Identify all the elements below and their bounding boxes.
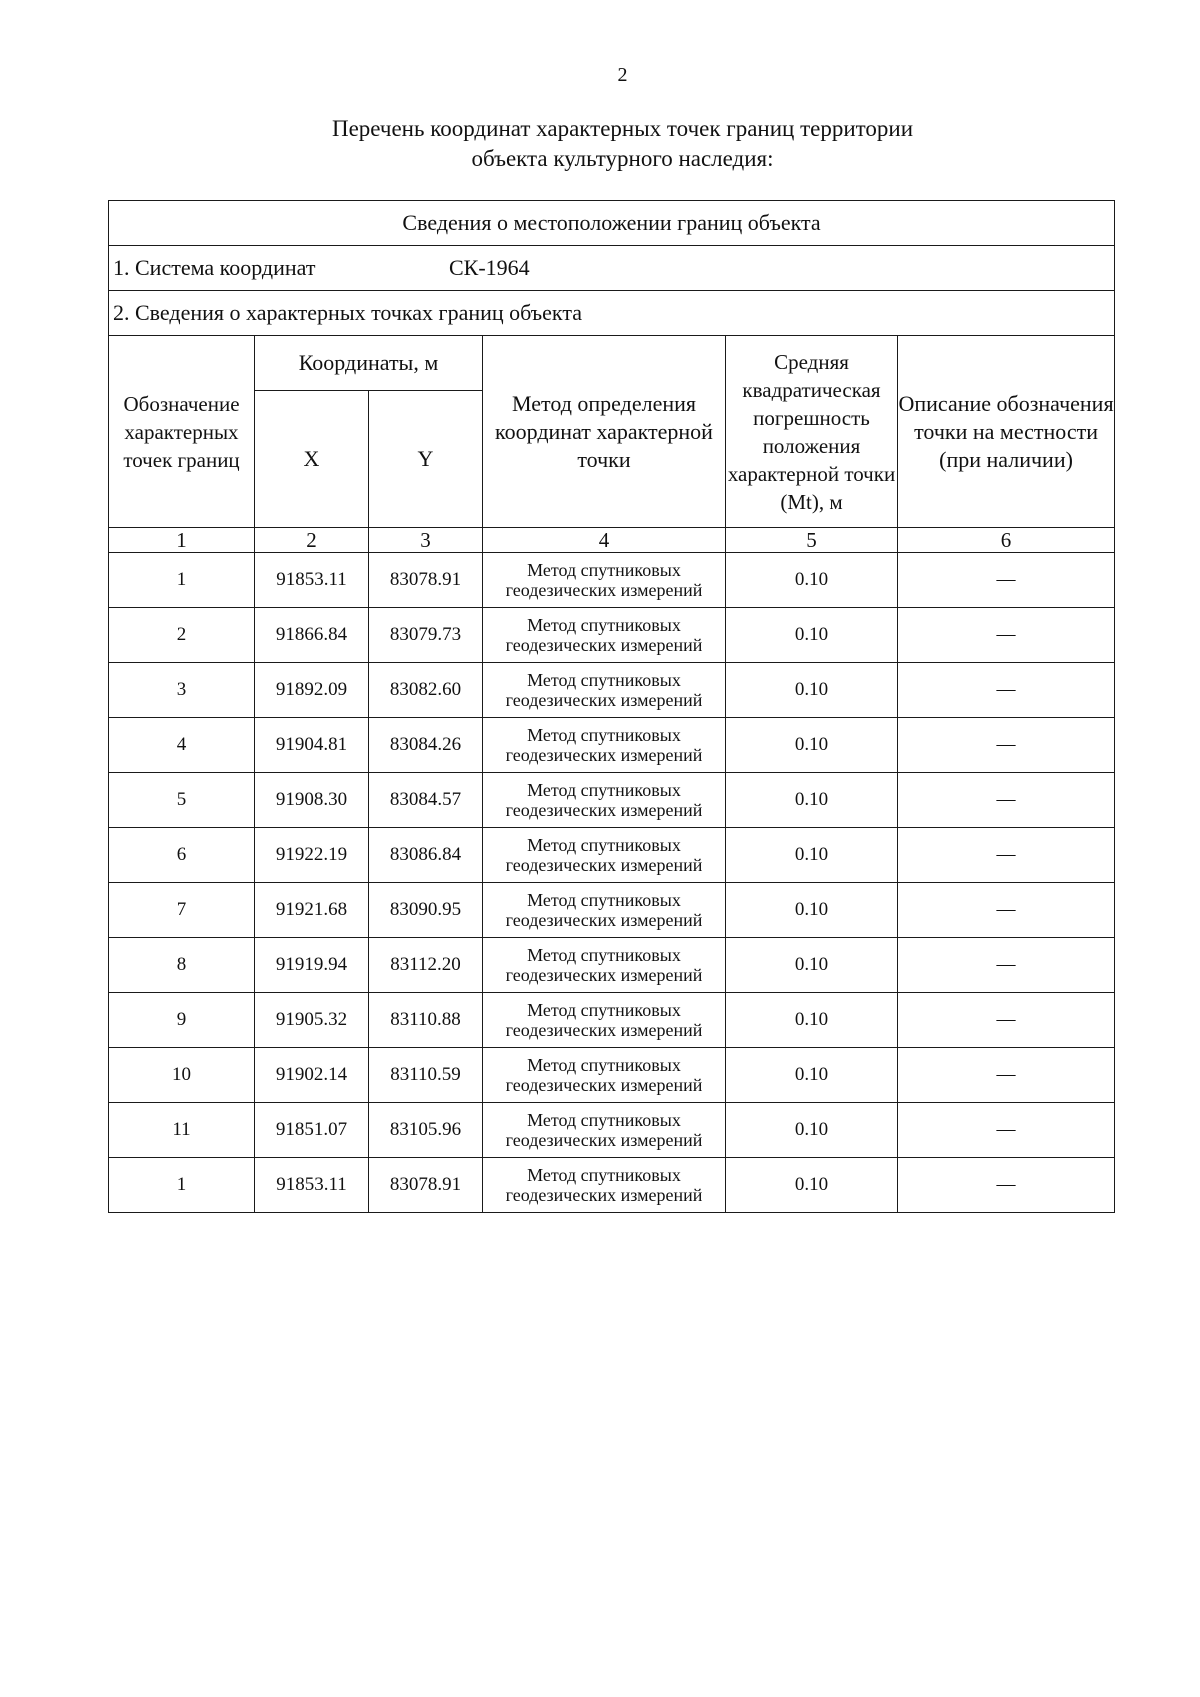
- y-coordinate-cell: 83084.57: [369, 773, 483, 828]
- description-cell: —: [898, 1048, 1115, 1103]
- header-x: X: [255, 391, 369, 528]
- error-cell: 0.10: [726, 1048, 898, 1103]
- title-line-2: объекта культурного наследия:: [471, 146, 774, 171]
- table-row: [109, 663, 1115, 718]
- points-section-label: 2. Сведения о характерных точках границ объекта: [109, 291, 1115, 336]
- description-cell: —: [898, 1158, 1115, 1213]
- y-coordinate-cell: 83084.26: [369, 718, 483, 773]
- header-error: Средняя квадратическая погрешность положения характерной точки (Mt), м: [726, 336, 898, 528]
- table-row: [109, 828, 1115, 883]
- x-coordinate-cell: 91905.32: [255, 993, 369, 1048]
- point-number-cell: 11: [109, 1103, 255, 1158]
- y-coordinate-cell: 83090.95: [369, 883, 483, 938]
- table-row: [109, 1048, 1115, 1103]
- column-number: 4: [483, 528, 726, 553]
- table-row: [109, 993, 1115, 1048]
- point-number-cell: 1: [109, 1158, 255, 1213]
- description-cell: —: [898, 553, 1115, 608]
- error-cell: 0.10: [726, 608, 898, 663]
- description-cell: —: [898, 663, 1115, 718]
- title-line-1: Перечень координат характерных точек границ территории: [331, 116, 914, 141]
- y-coordinate-cell: 83079.73: [369, 608, 483, 663]
- method-cell: Метод спутниковых геодезических измерений: [483, 553, 726, 608]
- error-cell: 0.10: [726, 1103, 898, 1158]
- x-coordinate-cell: 91866.84: [255, 608, 369, 663]
- method-cell: Метод спутниковых геодезических измерений: [483, 938, 726, 993]
- table-row: [109, 773, 1115, 828]
- x-coordinate-cell: 91853.11: [255, 1158, 369, 1213]
- column-number: 1: [109, 528, 255, 553]
- point-number-cell: 4: [109, 718, 255, 773]
- error-cell: 0.10: [726, 718, 898, 773]
- error-cell: 0.10: [726, 553, 898, 608]
- coordinate-system-row: [109, 246, 1115, 291]
- table-row: [109, 608, 1115, 663]
- error-cell: 0.10: [726, 938, 898, 993]
- point-number-cell: 3: [109, 663, 255, 718]
- error-cell: 0.10: [726, 883, 898, 938]
- column-numbers-row: [109, 528, 1115, 553]
- description-cell: —: [898, 883, 1115, 938]
- description-cell: —: [898, 828, 1115, 883]
- method-cell: Метод спутниковых геодезических измерений: [483, 1048, 726, 1103]
- x-coordinate-cell: 91902.14: [255, 1048, 369, 1103]
- method-cell: Метод спутниковых геодезических измерений: [483, 773, 726, 828]
- coordinate-system-label: 1. Система координат: [113, 255, 316, 280]
- column-number: 3: [369, 528, 483, 553]
- column-number: 2: [255, 528, 369, 553]
- y-coordinate-cell: 83105.96: [369, 1103, 483, 1158]
- error-cell: 0.10: [726, 828, 898, 883]
- y-coordinate-cell: 83110.88: [369, 993, 483, 1048]
- column-number: 6: [898, 528, 1115, 553]
- header-y: Y: [369, 391, 483, 528]
- table-row: [109, 1103, 1115, 1158]
- section-header: Сведения о местоположении границ объекта: [109, 201, 1115, 246]
- y-coordinate-cell: 83078.91: [369, 553, 483, 608]
- point-number-cell: 1: [109, 553, 255, 608]
- table-body: [109, 553, 1115, 1213]
- error-cell: 0.10: [726, 663, 898, 718]
- point-number-cell: 10: [109, 1048, 255, 1103]
- description-cell: —: [898, 1103, 1115, 1158]
- description-cell: —: [898, 938, 1115, 993]
- y-coordinate-cell: 83112.20: [369, 938, 483, 993]
- point-number-cell: 6: [109, 828, 255, 883]
- document-title: [0, 114, 1200, 174]
- header-designation: Обозначение характерных точек границ: [109, 336, 255, 528]
- description-cell: —: [898, 773, 1115, 828]
- header-method: Метод определения координат характерной точки: [483, 336, 726, 528]
- table-row: [109, 718, 1115, 773]
- error-cell: 0.10: [726, 993, 898, 1048]
- method-cell: Метод спутниковых геодезических измерений: [483, 1158, 726, 1213]
- method-cell: Метод спутниковых геодезических измерений: [483, 718, 726, 773]
- x-coordinate-cell: 91853.11: [255, 553, 369, 608]
- point-number-cell: 5: [109, 773, 255, 828]
- point-number-cell: 8: [109, 938, 255, 993]
- x-coordinate-cell: 91921.68: [255, 883, 369, 938]
- error-cell: 0.10: [726, 1158, 898, 1213]
- description-cell: —: [898, 608, 1115, 663]
- point-number-cell: 2: [109, 608, 255, 663]
- column-number: 5: [726, 528, 898, 553]
- point-number-cell: 9: [109, 993, 255, 1048]
- coordinates-table: [108, 200, 1115, 1213]
- table-row: [109, 553, 1115, 608]
- x-coordinate-cell: 91908.30: [255, 773, 369, 828]
- x-coordinate-cell: 91922.19: [255, 828, 369, 883]
- x-coordinate-cell: 91904.81: [255, 718, 369, 773]
- table-row: [109, 938, 1115, 993]
- method-cell: Метод спутниковых геодезических измерений: [483, 1103, 726, 1158]
- error-cell: 0.10: [726, 773, 898, 828]
- y-coordinate-cell: 83082.60: [369, 663, 483, 718]
- page-number: 2: [617, 64, 628, 86]
- x-coordinate-cell: 91851.07: [255, 1103, 369, 1158]
- y-coordinate-cell: 83086.84: [369, 828, 483, 883]
- method-cell: Метод спутниковых геодезических измерений: [483, 993, 726, 1048]
- x-coordinate-cell: 91892.09: [255, 663, 369, 718]
- method-cell: Метод спутниковых геодезических измерений: [483, 608, 726, 663]
- method-cell: Метод спутниковых геодезических измерений: [483, 663, 726, 718]
- description-cell: —: [898, 718, 1115, 773]
- coordinate-system-value: СК-1964: [449, 255, 530, 280]
- method-cell: Метод спутниковых геодезических измерений: [483, 883, 726, 938]
- table-row: [109, 1158, 1115, 1213]
- point-number-cell: 7: [109, 883, 255, 938]
- table-row: [109, 883, 1115, 938]
- header-description: Описание обозначения точки на местности (при наличии): [898, 336, 1115, 528]
- y-coordinate-cell: 83078.91: [369, 1158, 483, 1213]
- x-coordinate-cell: 91919.94: [255, 938, 369, 993]
- header-coordinates: Координаты, м: [255, 336, 483, 391]
- description-cell: —: [898, 993, 1115, 1048]
- y-coordinate-cell: 83110.59: [369, 1048, 483, 1103]
- method-cell: Метод спутниковых геодезических измерений: [483, 828, 726, 883]
